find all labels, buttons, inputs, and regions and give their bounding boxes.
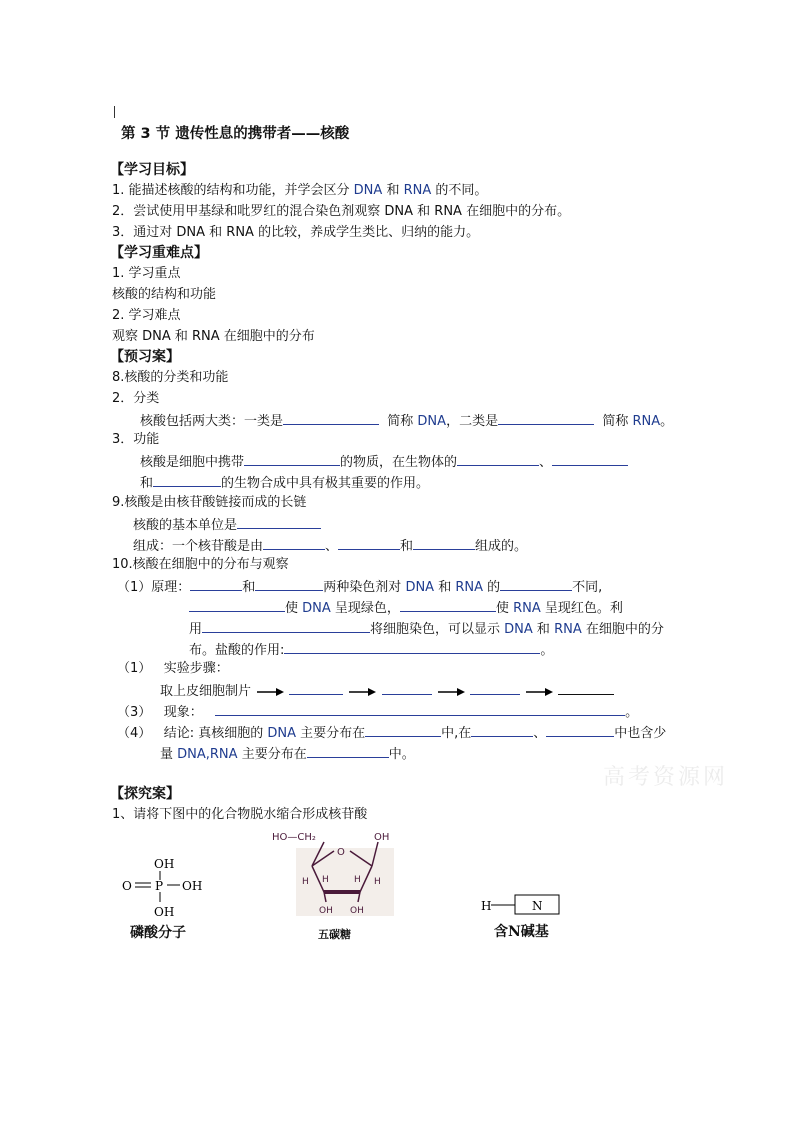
answer-blank[interactable] <box>338 536 400 550</box>
answer-blank[interactable] <box>263 536 325 550</box>
conclusion-line-2 <box>160 744 415 764</box>
sugar-hoch2: HO—CH₂ <box>272 832 316 843</box>
answer-blank[interactable] <box>237 515 321 529</box>
answer-blank[interactable] <box>283 411 379 425</box>
sugar-h-left: H <box>302 877 309 887</box>
goal-item-2: 2．尝试使用甲基绿和吡罗红的混合染色剂观察 DNA 和 RNA 在细胞中的分布。 <box>112 204 571 219</box>
answer-blank[interactable] <box>558 681 614 695</box>
text: 使 <box>285 601 303 616</box>
text: 布。盐酸的作用: <box>189 643 285 658</box>
answer-blank[interactable] <box>400 598 496 612</box>
section-title: 第 3 节 遗传性息的携带者——核酸 <box>121 126 350 142</box>
text: 。 <box>625 705 639 720</box>
text: 简称 <box>602 414 633 429</box>
phosphate-oh-right: OH <box>182 879 203 893</box>
classification-line <box>140 411 673 431</box>
text: 结论: 真核细胞的 <box>163 726 268 741</box>
text: 和 <box>140 476 154 491</box>
text: 主要分布在 <box>237 747 307 762</box>
text: 实验步骤： <box>163 661 229 676</box>
arrow-right-icon <box>347 687 377 697</box>
text: 的生物合成中具有极其重要的作用。 <box>221 476 430 491</box>
answer-blank[interactable] <box>215 702 625 716</box>
steps-flow <box>160 681 614 701</box>
arrow-right-icon <box>255 687 285 697</box>
rna-term: RNA <box>513 601 541 616</box>
answer-blank[interactable] <box>546 723 614 737</box>
text: 和 <box>242 580 256 595</box>
goals-heading: 【学习目标】 <box>110 162 194 178</box>
phosphate-caption: 磷酸分子 <box>130 925 186 941</box>
answer-blank[interactable] <box>202 619 370 633</box>
phosphate-oh-bottom: OH <box>154 905 175 919</box>
answer-blank[interactable] <box>189 598 285 612</box>
goal-item-3: 3．通过对 DNA 和 RNA 的比较，养成学生类比、归纳的能力。 <box>112 225 480 240</box>
answer-blank[interactable] <box>552 452 628 466</box>
text: 中,在 <box>441 726 472 741</box>
keypoint-sub-1: 1. 学习重点 <box>112 266 181 281</box>
text: 。 <box>660 414 674 429</box>
rna-term: RNA <box>455 580 483 595</box>
text: 的 <box>483 580 501 595</box>
text: （1）原理： <box>117 580 191 595</box>
phosphate-o: O <box>122 879 132 893</box>
base-caption: 含N碱基 <box>494 924 549 940</box>
section-10-title: 10.核酸在细胞中的分布与观察 <box>112 557 289 572</box>
text: 、 <box>533 726 547 741</box>
answer-blank[interactable] <box>365 723 441 737</box>
text: 呈现红色。利 <box>540 601 623 616</box>
dna-term: DNA <box>267 726 296 741</box>
text: 核酸是细胞中携带 <box>140 455 245 470</box>
text: 和 <box>532 622 555 637</box>
base-structure <box>478 892 568 920</box>
steps-line <box>117 660 229 678</box>
base-figure <box>478 892 568 948</box>
sugar-h-inner-right: H <box>354 875 361 885</box>
principle-line-2 <box>189 598 623 618</box>
dna-term: DNA <box>405 580 435 595</box>
answer-blank[interactable] <box>190 577 242 591</box>
principle-line-4 <box>189 640 553 660</box>
base-h: H <box>481 899 492 913</box>
answer-blank[interactable] <box>244 452 340 466</box>
sugar-oh-bottom-left: OH <box>319 906 333 916</box>
text: 现象： <box>163 705 203 720</box>
sugar-oh-bottom-right: OH <box>350 906 364 916</box>
text: 中。 <box>388 747 415 762</box>
goal-1-text-b: 和 <box>382 183 404 198</box>
goal-1-rna: RNA <box>403 183 432 198</box>
text: 简称 <box>387 414 418 429</box>
answer-blank[interactable] <box>284 640 540 654</box>
text: 呈现绿色， <box>330 601 400 616</box>
text: 取上皮细胞制片 <box>160 684 252 699</box>
text: 和 <box>434 580 456 595</box>
text: （1） <box>117 661 152 676</box>
text: 核酸的基本单位是 <box>133 518 238 533</box>
text: 。 <box>540 643 554 658</box>
text: 组成的。 <box>475 539 528 554</box>
text: 使 <box>495 601 514 616</box>
rna-term: RNA <box>554 622 582 637</box>
answer-blank[interactable] <box>307 744 389 758</box>
answer-blank[interactable] <box>470 681 520 695</box>
text: 两种染色剂对 <box>323 580 406 595</box>
text: 中也含少 <box>614 726 667 741</box>
text: 将细胞染色，可以显示 <box>370 622 505 637</box>
text: 用 <box>189 622 203 637</box>
answer-blank[interactable] <box>471 723 533 737</box>
answer-blank[interactable] <box>498 411 594 425</box>
composition-line <box>133 536 527 556</box>
pentose-structure <box>270 826 395 918</box>
goal-1-text-a: 1. 能描述核酸的结构和功能，并学会区分 <box>112 183 354 198</box>
answer-blank[interactable] <box>255 577 323 591</box>
answer-blank[interactable] <box>457 452 539 466</box>
section-8-title: 8.核酸的分类和功能 <box>112 370 229 385</box>
phosphate-oh-top: OH <box>154 857 175 871</box>
text: 量 <box>160 747 178 762</box>
classification-label: 2．分类 <box>112 391 160 406</box>
keypoint-text-2: 观察 DNA 和 RNA 在细胞中的分布 <box>112 329 315 344</box>
observation-line <box>117 702 638 722</box>
explore-question-1: 1、请将下图中的化合物脱水缩合形成核苷酸 <box>112 807 368 822</box>
answer-blank[interactable] <box>289 681 343 695</box>
principle-line-3 <box>189 619 664 639</box>
text: ，二类是 <box>446 414 499 429</box>
basic-unit-line <box>133 515 321 535</box>
dna-term: DNA <box>417 414 447 429</box>
pentose-caption: 五碳糖 <box>318 928 351 941</box>
text: 、 <box>325 539 339 554</box>
sugar-h-right: H <box>374 877 381 887</box>
goal-1-dna: DNA <box>353 183 383 198</box>
answer-blank[interactable] <box>153 473 221 487</box>
sugar-oh-right: OH <box>374 832 390 843</box>
text: 的物质，在生物体的 <box>340 455 458 470</box>
sugar-h-inner-left: H <box>322 875 329 885</box>
dna-term: DNA <box>504 622 533 637</box>
text: 、 <box>539 455 553 470</box>
text: （4） <box>117 726 152 741</box>
function-line-2 <box>140 473 429 493</box>
answer-blank[interactable] <box>413 536 475 550</box>
keypoint-text-1: 核酸的结构和功能 <box>112 287 217 302</box>
phosphate-figure <box>118 852 228 952</box>
dna-term: DNA <box>302 601 331 616</box>
rna-term: RNA <box>632 414 661 429</box>
arrow-right-icon <box>436 687 466 697</box>
text: 在细胞中的分 <box>581 622 664 637</box>
function-line-1 <box>140 452 628 472</box>
text: 主要分布在 <box>295 726 366 741</box>
goal-1-text-c: 的不同。 <box>431 183 488 198</box>
phosphate-p: P <box>155 879 164 893</box>
keypoint-sub-2: 2. 学习难点 <box>112 308 181 323</box>
explore-heading: 【探究案】 <box>110 786 180 802</box>
phosphate-structure <box>118 852 228 927</box>
text: （3） <box>117 705 152 720</box>
section-9-title: 9.核酸是由核苷酸链接而成的长链 <box>112 495 307 510</box>
text: 核酸包括两大类：一类是 <box>140 414 284 429</box>
base-n: N <box>532 899 543 913</box>
pentose-figure <box>270 826 395 944</box>
watermark: 高考资源网 <box>603 765 729 790</box>
dna-rna-term: DNA,RNA <box>177 747 238 762</box>
text: 组成：一个核苷酸是由 <box>133 539 264 554</box>
sugar-ring-o: O <box>337 847 345 858</box>
answer-blank[interactable] <box>500 577 572 591</box>
arrow-right-icon <box>524 687 554 697</box>
conclusion-line-1 <box>117 723 666 743</box>
preview-heading: 【预习案】 <box>110 349 180 365</box>
text: 不同, <box>572 580 603 595</box>
text-cursor <box>114 106 115 118</box>
text: 和 <box>400 539 414 554</box>
function-label: 3．功能 <box>112 432 160 447</box>
keypoints-heading: 【学习重难点】 <box>110 245 208 261</box>
principle-line-1 <box>117 577 602 597</box>
answer-blank[interactable] <box>382 681 432 695</box>
goal-item-1 <box>112 182 487 200</box>
